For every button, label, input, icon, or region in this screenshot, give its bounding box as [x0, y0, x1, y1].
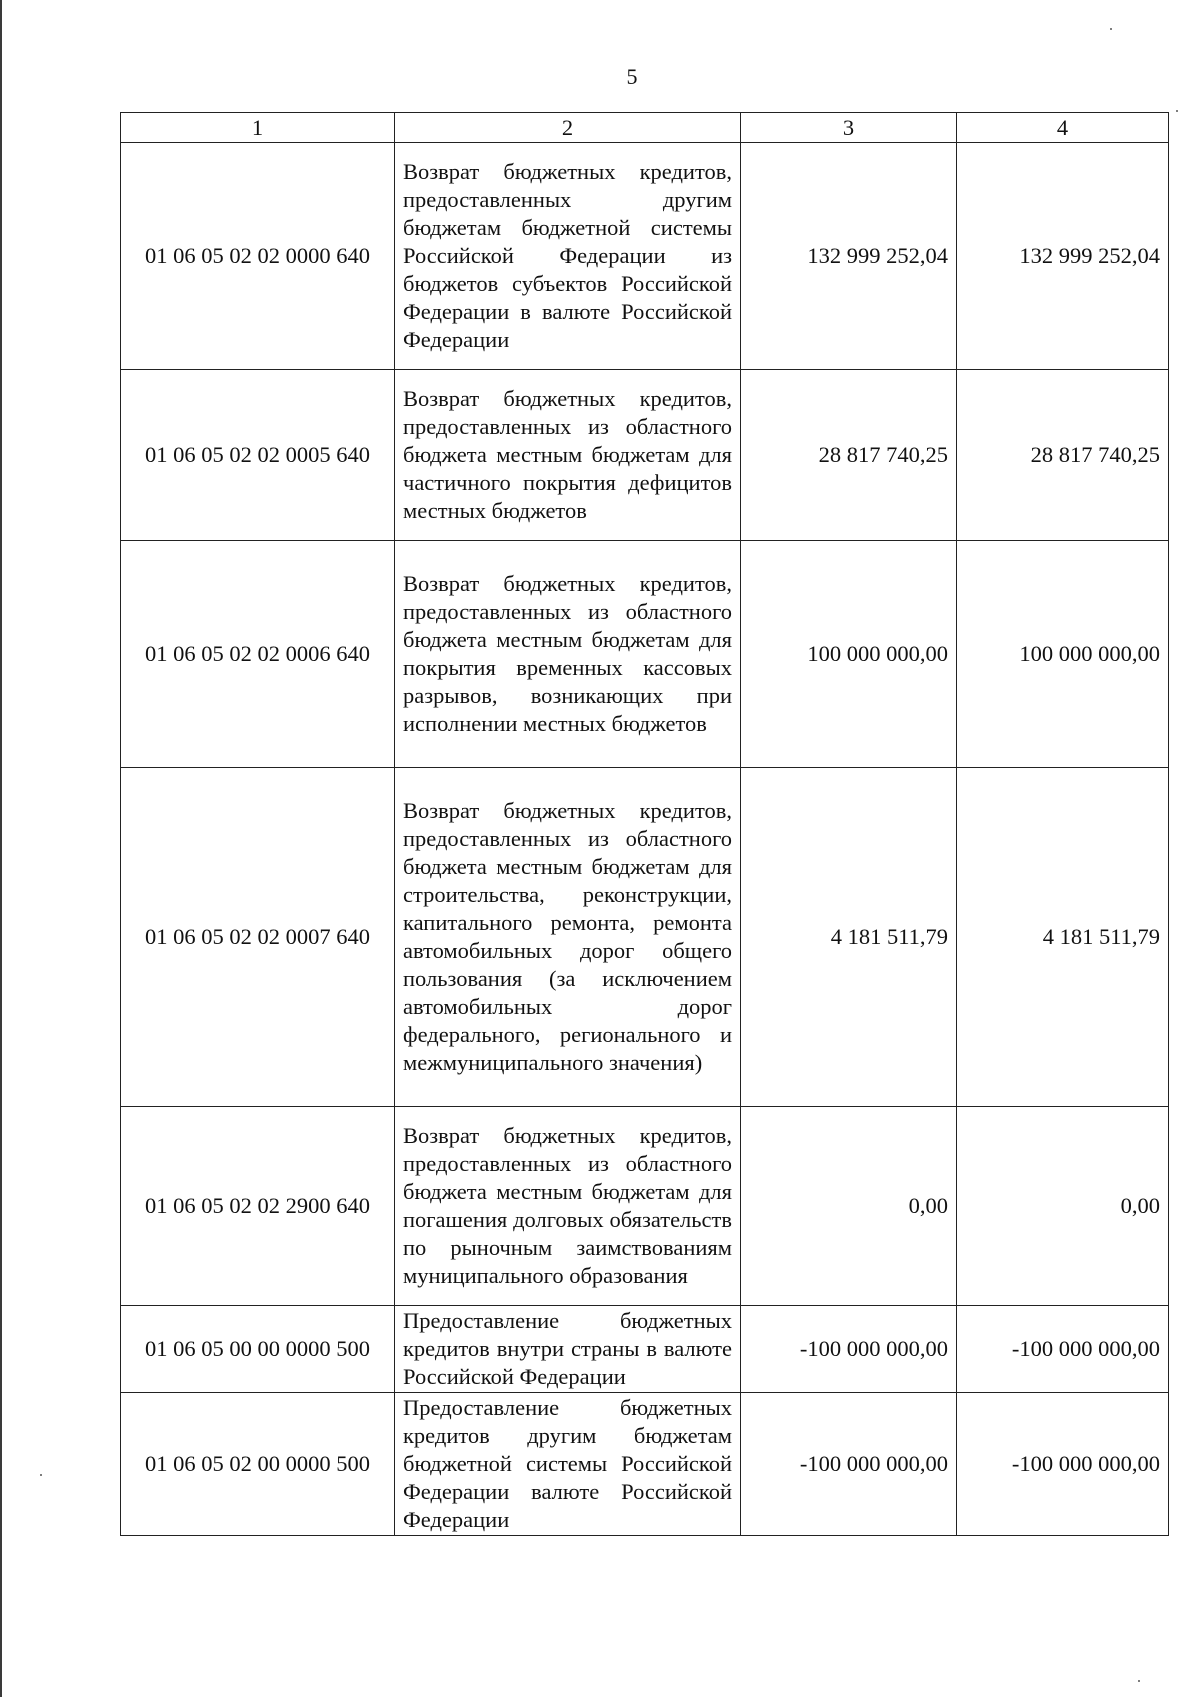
- row-amount-col4: 100 000 000,00: [957, 541, 1169, 768]
- table-row: [121, 1306, 1169, 1393]
- row-description: Предоставление бюджетных кредитов другим бюджетам бюджетной системы Российской Федерации валюте Российской Федерации: [395, 1393, 741, 1536]
- row-code: 01 06 05 02 00 0000 500: [121, 1393, 395, 1536]
- column-header-4: 4: [957, 113, 1169, 143]
- row-code: 01 06 05 02 02 0000 640: [121, 143, 395, 370]
- row-amount-col3: 0,00: [741, 1107, 957, 1306]
- row-code: 01 06 05 02 02 0007 640: [121, 768, 395, 1107]
- table-header-row: [121, 113, 1169, 143]
- column-header-1: 1: [121, 113, 395, 143]
- table-row: [121, 370, 1169, 541]
- row-amount-col4: 28 817 740,25: [957, 370, 1169, 541]
- row-description: Возврат бюджетных кредитов, предоставленных из областного бюджета местным бюджетам для частичного покрытия дефицитов местных бюджетов: [395, 370, 741, 541]
- scan-speck: [40, 1474, 42, 1476]
- page-number: 5: [626, 64, 638, 89]
- row-amount-col4: -100 000 000,00: [957, 1393, 1169, 1536]
- table-row: [121, 541, 1169, 768]
- scan-speck: [1138, 1680, 1140, 1682]
- row-description: Возврат бюджетных кредитов, предоставленных другим бюджетам бюджетной системы Российской Федерации из бюджетов субъектов Российской Федерации в валюте Российской Федерации: [395, 143, 741, 370]
- row-code: 01 06 05 02 02 0006 640: [121, 541, 395, 768]
- table-row: [121, 143, 1169, 370]
- row-description: Предоставление бюджетных кредитов внутри страны в валюте Российской Федерации: [395, 1306, 741, 1393]
- column-header-3: 3: [741, 113, 957, 143]
- row-amount-col3: 28 817 740,25: [741, 370, 957, 541]
- row-amount-col3: -100 000 000,00: [741, 1393, 957, 1536]
- table-row: [121, 1393, 1169, 1536]
- row-amount-col3: -100 000 000,00: [741, 1306, 957, 1393]
- row-amount-col3: 132 999 252,04: [741, 143, 957, 370]
- table-row: [121, 768, 1169, 1107]
- page-edge: [0, 0, 2, 1697]
- row-code: 01 06 05 02 02 0005 640: [121, 370, 395, 541]
- row-amount-col3: 100 000 000,00: [741, 541, 957, 768]
- scan-speck: [1110, 28, 1112, 30]
- row-code: 01 06 05 02 02 2900 640: [121, 1107, 395, 1306]
- row-amount-col3: 4 181 511,79: [741, 768, 957, 1107]
- row-description: Возврат бюджетных кредитов, предоставленных из областного бюджета местным бюджетам для покрытия временных кассовых разрывов, возникающих при исполнении местных бюджетов: [395, 541, 741, 768]
- row-amount-col4: 0,00: [957, 1107, 1169, 1306]
- column-header-2: 2: [395, 113, 741, 143]
- row-amount-col4: -100 000 000,00: [957, 1306, 1169, 1393]
- row-description: Возврат бюджетных кредитов, предоставленных из областного бюджета местным бюджетам для строительства, реконструкции, капитального ремонта, ремонта автомобильных дорог общего пользования (за исключением автомобильных дорог федерального, регионального и межмуниципального значения): [395, 768, 741, 1107]
- budget-table: [120, 112, 1169, 1536]
- row-amount-col4: 4 181 511,79: [957, 768, 1169, 1107]
- row-code: 01 06 05 00 00 0000 500: [121, 1306, 395, 1393]
- scan-speck: [1176, 110, 1178, 112]
- row-amount-col4: 132 999 252,04: [957, 143, 1169, 370]
- row-description: Возврат бюджетных кредитов, предоставленных из областного бюджета местным бюджетам для погашения долговых обязательств по рыночным заимствованиям муниципального образования: [395, 1107, 741, 1306]
- table-row: [121, 1107, 1169, 1306]
